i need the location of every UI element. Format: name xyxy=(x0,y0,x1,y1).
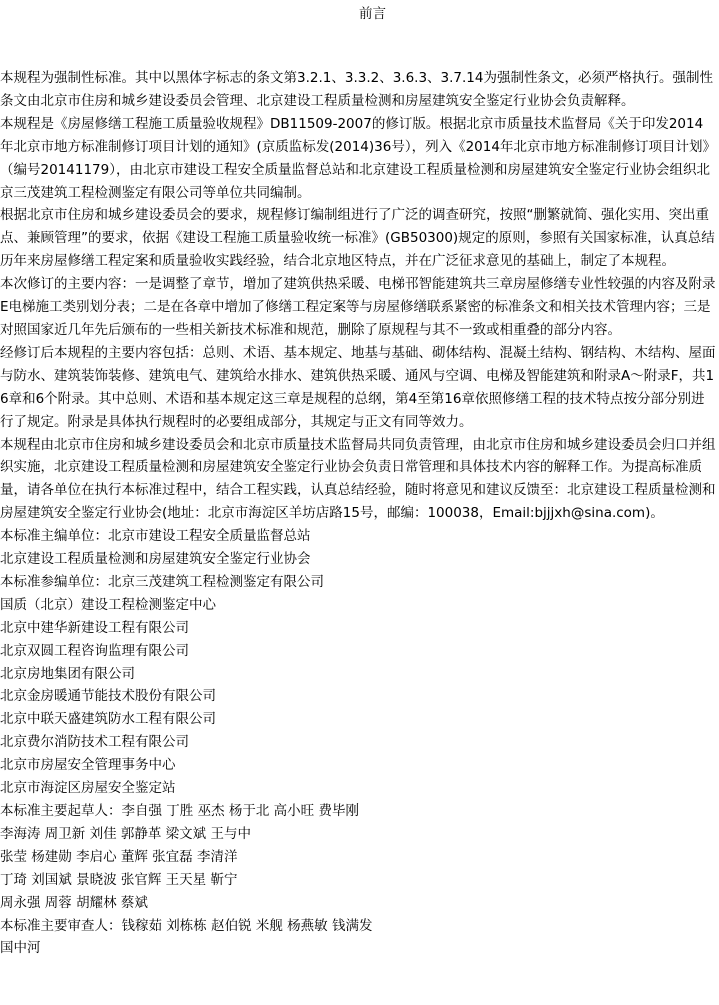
reviewers-list: 国中河 xyxy=(0,940,41,957)
paragraph-revision-contents: 本次修订的主要内容：一是调整了章节，增加了建筑供热采暖、电梯邗智能建筑共三章房屋修缮专业性较强的内容及附录E电梯施工类别划分表；二是在各章中增加了修缮工程定案等与房屋修缮联系紧密的标准条文和相关技术管理内容；三是对照国家近几年先后颁布的一些相关新技术标准和规范，删除了原规程与其不一致或相重叠的部分内容。 xyxy=(0,276,716,338)
participating-unit: 北京费尔消防技术工程有限公司 xyxy=(0,734,189,751)
drafters-list: 丁琦 刘国斌 景晓波 张官辉 王天星 靳宁 xyxy=(0,871,238,888)
drafters-list: 张莹 杨建勋 李启心 董辉 张宜磊 李清洋 xyxy=(0,848,238,865)
participating-unit-heading: 本标准参编单位：北京三茂建筑工程检测鉴定有限公司 xyxy=(0,573,324,590)
participating-unit: 北京房地集团有限公司 xyxy=(0,665,135,682)
participating-unit: 北京市海淀区房屋安全鉴定站 xyxy=(0,780,176,797)
participating-unit: 北京金房暖通节能技术股份有限公司 xyxy=(0,688,216,705)
paragraph-management-feedback: 本规程由北京市住房和城乡建设委员会和北京市质量技术监督局共同负责管理，由北京市住房和城乡建设委员会归口并组织实施，北京建设工程质量检测和房屋建筑安全鉴定行业协会负责日常管理和具体技术内容的解释工作。为提高标准质量，请各单位在执行本标准过程中，结合工程实践，认真总结经验，随时将意见和建议反馈至：北京建设工程质量检测和房屋建筑安全鉴定行业协会(地址：北京市海淀区羊坊店路15号，邮编：100038，Email:bjjjxh@sina.com)。 xyxy=(0,436,716,522)
paragraph-revision-origin: 本规程是《房屋修缮工程施工质量验收规程》DB11509-2007的修订版。根据北京市质量技术监督局《关于印发2014年北京市地方标准制修订项目计划的通知》(京质监标发(2014)36号），列入《2014年北京市地方标准制修订项目计划》（编号20141179），由北京市建设工程安全质量监督总站和北京建设工程质量检测和房屋建筑安全鉴定行业协会组织北京三茂建筑工程检测鉴定有限公司等单位共同编制。 xyxy=(0,115,716,201)
participating-unit: 北京中联天盛建筑防水工程有限公司 xyxy=(0,711,216,728)
participating-unit: 北京双圆工程咨询监理有限公司 xyxy=(0,642,189,659)
reviewers-heading: 本标准主要审查人：钱稼茹 刘栋栋 赵伯锐 米舰 杨燕敏 钱满发 xyxy=(0,917,373,934)
drafters-list: 李海涛 周卫新 刘佳 郭静革 梁文斌 王与中 xyxy=(0,825,251,842)
drafters-heading: 本标准主要起草人：李自强 丁胜 巫杰 杨于北 高小旺 费毕刚 xyxy=(0,803,359,819)
chief-editor-unit-2: 北京建设工程质量检测和房屋建筑安全鉴定行业协会 xyxy=(0,551,311,568)
participating-unit: 北京市房屋安全管理事务中心 xyxy=(0,757,176,774)
document-body xyxy=(0,67,716,960)
chief-editor-unit: 本标准主编单位：北京市建设工程安全质量监督总站 xyxy=(0,528,311,545)
document-title: 前言 xyxy=(359,6,386,22)
drafters-list: 周永强 周蓉 胡耀林 蔡斌 xyxy=(0,894,148,911)
paragraph-main-contents: 经修订后本规程的主要内容包括：总则、术语、基本规定、地基与基础、砌体结构、混凝土结构、钢结构、木结构、屋面与防水、建筑装饰装修、建筑电气、建筑给水排水、建筑供热采暖、通风与空调、电梯及智能建筑和附录A～附录F，共16章和6个附录。其中总则、术语和基本规定这三章是规程的总纲，第4至第16章依照修缮工程的技术特点按分部分别进行了规定。附录是具体执行规程时的必要组成部分，其规定与正文有同等效力。 xyxy=(0,344,716,430)
paragraph-compilation-basis: 根据北京市住房和城乡建设委员会的要求，规程修订编制组进行了广泛的调查研究，按照“删繁就简、强化实用、突出重点、兼顾管理”的要求，依据《建设工程施工质量验收统一标准》(GB50300)规定的原则，参照有关国家标准，认真总结历年来房屋修缮工程定案和质量验收实践经验，结合北京地区特点，并在广泛征求意见的基础上，制定了本规程。 xyxy=(0,207,715,270)
participating-unit: 国质（北京）建设工程检测鉴定中心 xyxy=(0,596,216,613)
paragraph-mandatory-clauses: 本规程为强制性标准。其中以黑体字标志的条文第3.2.1、3.3.2、3.6.3、3.7.14为强制性条文，必须严格执行。强制性条文由北京市住房和城乡建设委员会管理、北京建设工程质量检测和房屋建筑安全鉴定行业协会负责解释。 xyxy=(0,70,713,109)
participating-unit: 北京中建华新建设工程有限公司 xyxy=(0,619,189,636)
